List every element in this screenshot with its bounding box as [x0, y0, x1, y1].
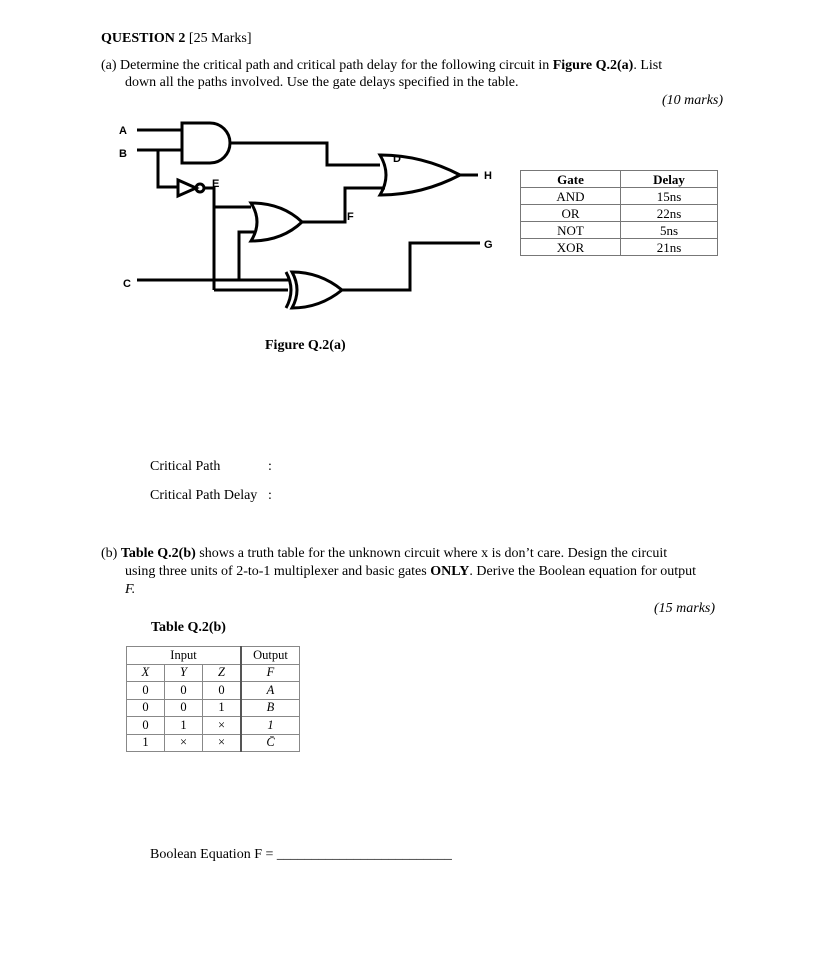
- circuit-diagram: [108, 115, 508, 325]
- table-cell: 0: [165, 699, 203, 717]
- question-header: [101, 30, 252, 47]
- part-b-table-ref: Table Q.2(b): [120, 546, 196, 561]
- gate-header: [521, 171, 621, 188]
- table-cell: 1: [203, 699, 242, 717]
- table-cell: 0: [165, 682, 203, 700]
- table-cell: 1: [127, 734, 165, 752]
- part-b-text-2b: . Derive the Boolean equation for output: [469, 564, 697, 579]
- output-header: Output: [241, 647, 300, 665]
- col-header-x: [127, 664, 165, 682]
- truth-table: [126, 646, 300, 752]
- question-title: QUESTION 2: [101, 31, 186, 46]
- part-a-line-2: down all the paths involved. Use the gate delays specified in the table.: [125, 75, 519, 90]
- input-header: Input: [127, 647, 242, 665]
- and-gate-1: [182, 123, 230, 163]
- label-e: E: [212, 178, 220, 190]
- col-header-z: [203, 664, 242, 682]
- table-cell: [241, 682, 300, 700]
- table-cell: 1: [165, 717, 203, 735]
- output-value: C̄: [266, 735, 275, 750]
- label-h: H: [484, 170, 492, 182]
- boolean-equation-label: Boolean Equation F =: [150, 847, 277, 862]
- table-cell: [241, 699, 300, 717]
- part-a-line-1: [101, 57, 662, 74]
- col-f-text: F: [266, 665, 275, 680]
- label-b: B: [119, 148, 127, 160]
- table-cell: NOT: [521, 222, 621, 239]
- table-row: [521, 205, 718, 222]
- table-cell: 21ns: [621, 239, 718, 256]
- table-cell: ×: [165, 734, 203, 752]
- or-gate-h: [380, 155, 460, 195]
- boolean-equation-blank[interactable]: _________________________: [276, 847, 452, 862]
- part-b-text-2a: using three units of 2-to-1 multiplexer and basic gates: [125, 564, 427, 579]
- gate-header-text: Gate: [557, 171, 584, 187]
- col-x-text: X: [141, 665, 150, 680]
- table-cell: 0: [203, 682, 242, 700]
- table-cell: 0: [127, 717, 165, 735]
- truth-table-title: [151, 619, 226, 636]
- table-cell: XOR: [521, 239, 621, 256]
- critical-delay-label: Critical Path Delay: [150, 488, 258, 503]
- col-header-f: [241, 664, 300, 682]
- wire-g: [342, 243, 480, 290]
- question-marks: [25 Marks]: [188, 31, 252, 46]
- table-cell: ×: [203, 717, 242, 735]
- part-b-marks: [654, 600, 715, 617]
- part-b-text-1: shows a truth table for the unknown circuit where x is don’t care. Design the circuit: [199, 546, 668, 561]
- wire-e: [204, 188, 251, 207]
- label-g: G: [484, 239, 493, 251]
- label-d: D: [393, 153, 401, 165]
- table-cell: 0: [127, 682, 165, 700]
- part-b-text-3: F.: [125, 582, 136, 597]
- output-value: 1: [267, 717, 274, 732]
- delay-header: [621, 171, 718, 188]
- critical-path-colon: :: [268, 459, 272, 474]
- or-gate-f: [251, 203, 302, 241]
- part-b-line-3: [125, 581, 135, 598]
- table-cell: 5ns: [621, 222, 718, 239]
- table-row: [521, 222, 718, 239]
- not-gate: [178, 180, 196, 196]
- gate-delay-table: [520, 170, 718, 256]
- part-b-only: ONLY: [430, 564, 470, 579]
- figure-caption: [265, 337, 346, 354]
- table-cell: 0: [127, 699, 165, 717]
- critical-path-label: Critical Path: [150, 459, 221, 474]
- figure-caption-text: Figure Q.2(a): [265, 338, 346, 353]
- critical-delay-colon: :: [268, 488, 272, 503]
- part-a-marks-text: (10 marks): [662, 93, 724, 108]
- output-value: B: [266, 700, 275, 715]
- table-row: [127, 734, 300, 752]
- col-z-text: Z: [218, 665, 225, 680]
- delay-header-text: Delay: [653, 171, 685, 187]
- part-b-line-2: [125, 563, 696, 580]
- truth-table-title-text: Table Q.2(b): [151, 620, 226, 635]
- wire-ab: [137, 130, 182, 150]
- part-a-marks: [662, 92, 723, 109]
- wire-b-branch: [158, 150, 178, 187]
- label-a: A: [119, 125, 127, 137]
- col-header-y: [165, 664, 203, 682]
- label-f: F: [347, 211, 354, 223]
- output-value: A: [266, 682, 275, 697]
- table-cell: 15ns: [621, 188, 718, 205]
- part-a-text-1: Determine the critical path and critical path delay for the following circuit in: [120, 58, 550, 73]
- table-row: [127, 699, 300, 717]
- table-row: [127, 664, 300, 682]
- table-cell: OR: [521, 205, 621, 222]
- part-a-label: (a): [101, 58, 117, 73]
- table-row: [127, 682, 300, 700]
- table-row: [521, 188, 718, 205]
- table-cell: [241, 734, 300, 752]
- part-a-text-2: . List: [633, 58, 663, 73]
- part-a-figure-ref: Figure Q.2(a): [552, 58, 634, 73]
- table-row: [521, 239, 718, 256]
- wire-f: [302, 188, 385, 222]
- label-c: C: [123, 278, 131, 290]
- part-b-line-1: [101, 545, 667, 562]
- boolean-equation: [150, 846, 452, 863]
- table-row: [521, 171, 718, 188]
- part-b-marks-text: (15 marks): [654, 601, 716, 616]
- table-row: [127, 647, 300, 665]
- table-cell: ×: [203, 734, 242, 752]
- wire-d: [230, 143, 380, 165]
- table-cell: AND: [521, 188, 621, 205]
- not-bubble: [196, 184, 204, 192]
- col-y-text: Y: [180, 665, 187, 680]
- part-b-label: (b): [101, 546, 118, 561]
- table-cell: 22ns: [621, 205, 718, 222]
- table-cell: [241, 717, 300, 735]
- table-row: [127, 717, 300, 735]
- xor-gate: [292, 272, 342, 308]
